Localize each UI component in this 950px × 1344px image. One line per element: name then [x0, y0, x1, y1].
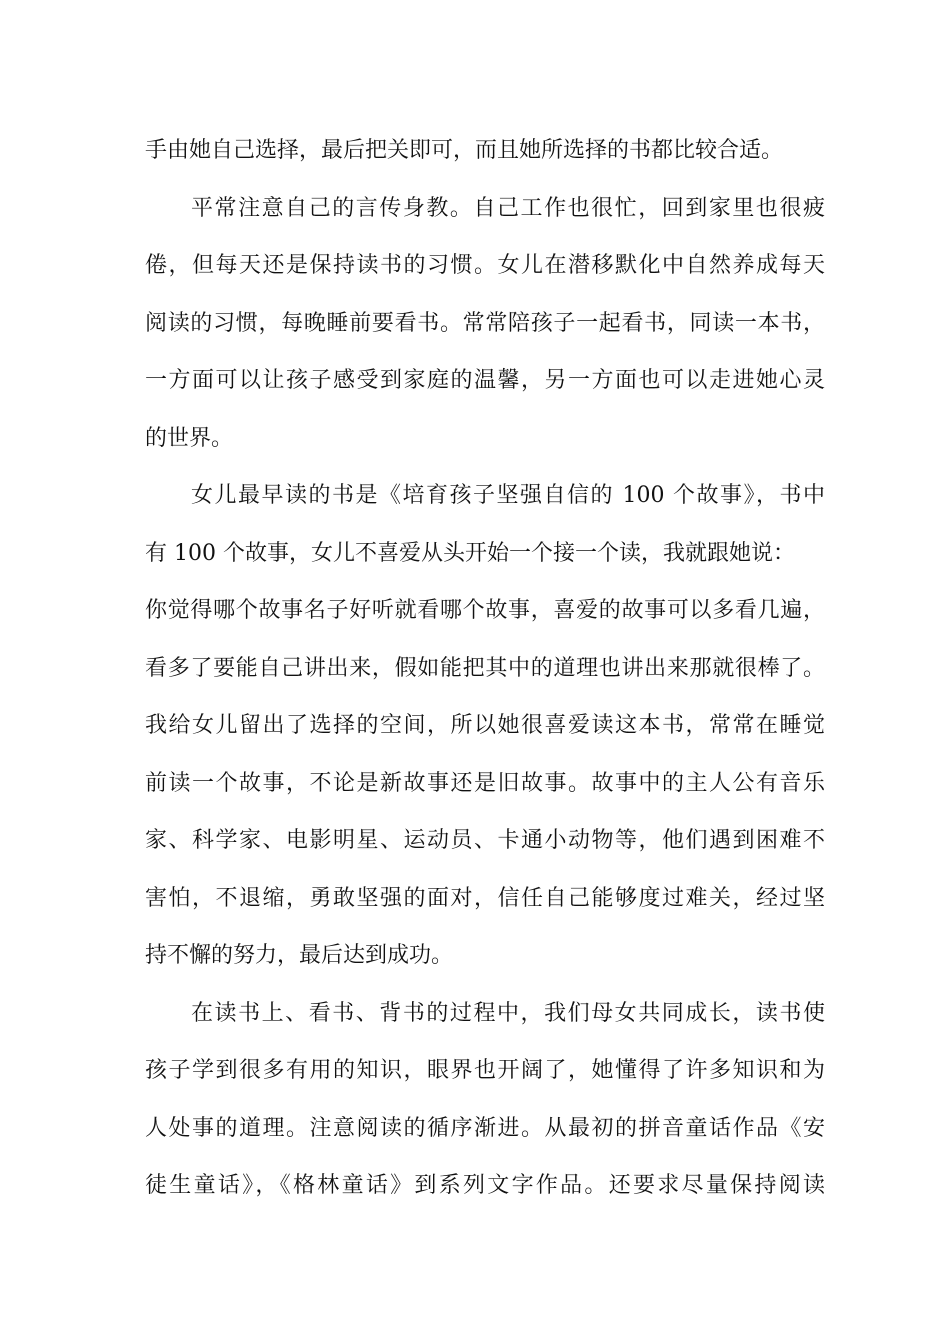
text-line: 有 100 个故事，女儿不喜爱从头开始一个接一个读，我就跟她说： — [145, 540, 795, 566]
text-line: 的世界。 — [145, 425, 234, 451]
text-line: 平常注意自己的言传身教。自己工作也很忙，回到家里也很疲 — [191, 195, 825, 221]
text-line: 害怕，不退缩，勇敢坚强的面对，信任自己能够度过难关，经过坚 — [145, 885, 825, 911]
text-line: 家、科学家、电影明星、运动员、卡通小动物等，他们遇到困难不 — [145, 828, 825, 853]
text-line: 看多了要能自己讲出来，假如能把其中的道理也讲出来那就很棒了。 — [145, 655, 825, 681]
text-line: 前读一个故事，不论是新故事还是旧故事。故事中的主人公有音乐 — [145, 770, 825, 796]
text-line: 徒生童话》，《格林童话》到系列文字作品。还要求尽量保持阅读 — [145, 1173, 825, 1198]
text-line: 手由她自己选择，最后把关即可，而且她所选择的书都比较合适。 — [145, 138, 784, 163]
text-line: 倦，但每天还是保持读书的习惯。女儿在潜移默化中自然养成每天 — [145, 253, 825, 278]
text-line: 女儿最早读的书是《培育孩子坚强自信的 100 个故事》，书中 — [191, 483, 825, 508]
text-line: 我给女儿留出了选择的空间，所以她很喜爱读这本书，常常在睡觉 — [145, 713, 825, 738]
text-line: 阅读的习惯，每晚睡前要看书。常常陪孩子一起看书，同读一本书， — [145, 310, 825, 336]
text-line: 你觉得哪个故事名子好听就看哪个故事，喜爱的故事可以多看几遍， — [145, 598, 825, 623]
text-line: 一方面可以让孩子感受到家庭的温馨，另一方面也可以走进她心灵 — [145, 368, 825, 393]
text-line: 孩子学到很多有用的知识，眼界也开阔了，她懂得了许多知识和为 — [145, 1058, 825, 1083]
text-line: 持不懈的努力，最后达到成功。 — [145, 943, 454, 968]
text-line: 在读书上、看书、背书的过程中，我们母女共同成长，读书使 — [191, 1000, 825, 1026]
text-line: 人处事的道理。注意阅读的循序渐进。从最初的拼音童话作品《安 — [145, 1115, 825, 1141]
body-text — [145, 126, 825, 1219]
